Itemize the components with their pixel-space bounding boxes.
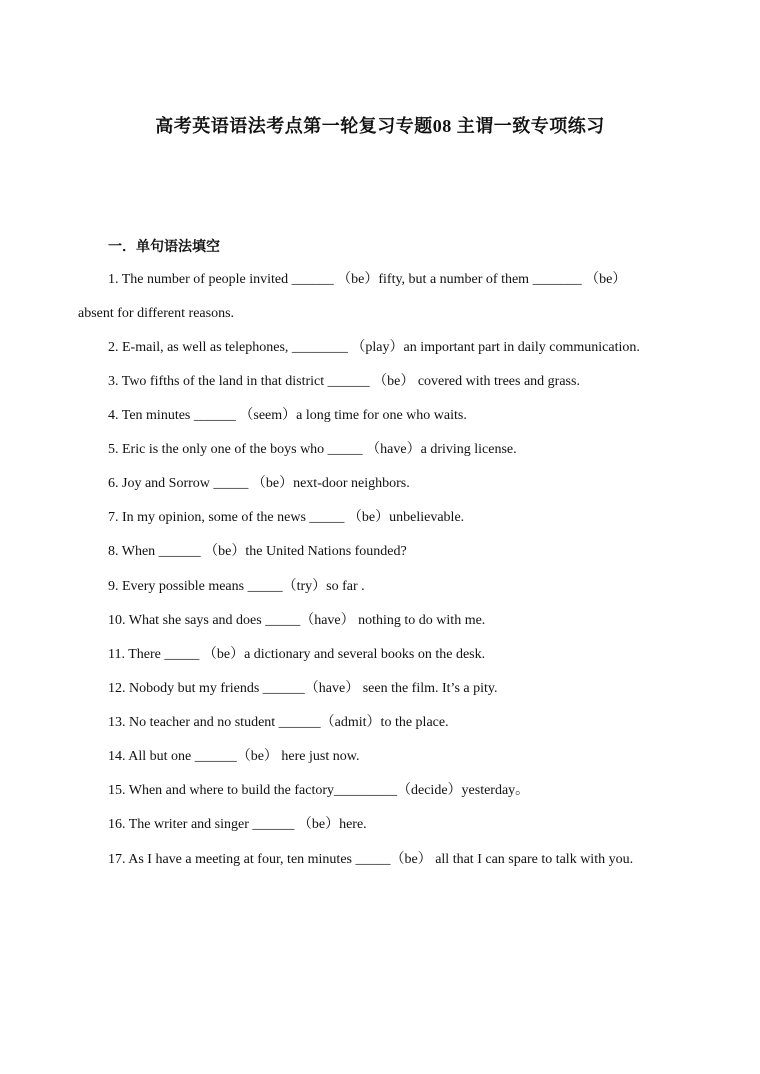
- question-13: 13. No teacher and no student ______（admit）to the place.: [108, 715, 449, 730]
- question-5: 5. Eric is the only one of the boys who _____ （have）a driving license.: [108, 442, 517, 457]
- question-11: 11. There _____ （be）a dictionary and several books on the desk.: [108, 647, 486, 662]
- question-10: 10. What she says and does _____（have） nothing to do with me.: [108, 613, 486, 628]
- document-title: 高考英语语法考点第一轮复习专题08 主谓一致专项练习: [155, 116, 605, 136]
- section-heading: 一．单句语法填空: [108, 240, 220, 255]
- question-14: 14. All but one ______（be） here just now.: [108, 749, 360, 764]
- question-9: 9. Every possible means _____（try）so far .: [108, 579, 365, 594]
- question-4: 4. Ten minutes ______ （seem）a long time for one who waits.: [108, 408, 467, 423]
- question-12: 12. Nobody but my friends ______（have） seen the film. It’s a pity.: [108, 681, 498, 696]
- question-8: 8. When ______ （be）the United Nations founded?: [108, 544, 407, 559]
- question-1-line-1: 1. The number of people invited ______ （be）fifty, but a number of them _______ （be）: [108, 272, 627, 287]
- question-17: 17. As I have a meeting at four, ten minutes _____（be） all that I can spare to talk with you.: [108, 852, 634, 867]
- question-1-line-2: absent for different reasons.: [78, 306, 235, 321]
- question-7: 7. In my opinion, some of the news _____ （be）unbelievable.: [108, 510, 465, 525]
- question-15: 15. When and where to build the factory_________（decide）yesterday。: [108, 783, 530, 798]
- question-3: 3. Two fifths of the land in that district ______ （be） covered with trees and grass.: [108, 374, 580, 389]
- question-16: 16. The writer and singer ______ （be）here.: [108, 817, 367, 832]
- question-2: 2. E-mail, as well as telephones, ________ （play）an important part in daily communication.: [108, 340, 640, 355]
- question-6: 6. Joy and Sorrow _____ （be）next-door neighbors.: [108, 476, 410, 491]
